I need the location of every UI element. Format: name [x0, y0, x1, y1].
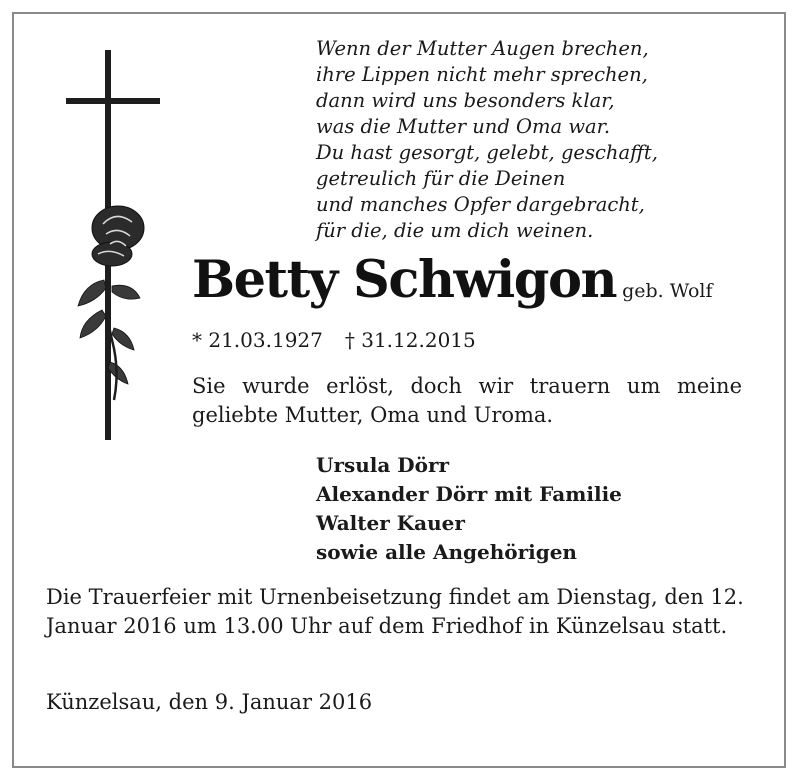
poem-line: dann wird uns besonders klar, — [316, 89, 615, 112]
deceased-name: Betty Schwigon — [192, 250, 617, 310]
mourner: sowie alle Angehörigen — [316, 540, 577, 564]
birth-date: * 21.03.1927 — [192, 328, 323, 352]
poem-line: und manches Opfer dargebracht, — [316, 193, 645, 216]
death-date: † 31.12.2015 — [344, 328, 476, 352]
mourner: Ursula Dörr — [316, 453, 450, 477]
poem — [316, 36, 756, 244]
maiden-name: geb. Wolf — [622, 280, 713, 302]
poem-line: was die Mutter und Oma war. — [316, 115, 611, 138]
poem-line: Du hast gesorgt, gelebt, geschafft, — [316, 141, 658, 164]
life-dates — [192, 328, 476, 352]
mourning-message: Sie wurde erlöst, doch wir trauern um meine geliebte Mutter, Oma und Uroma. — [192, 374, 742, 427]
cross-with-rose-icon — [48, 40, 188, 450]
poem-line: ihre Lippen nicht mehr sprechen, — [316, 63, 648, 86]
mourner: Alexander Dörr mit Familie — [316, 482, 622, 506]
poem-line: für die, die um dich weinen. — [316, 219, 594, 242]
poem-line: Wenn der Mutter Augen brechen, — [316, 37, 649, 60]
funeral-notice: Die Trauerfeier mit Urnenbeisetzung findet am Dienstag, den 12. Januar 2016 um 13.00 Uhr auf dem Friedhof in Künzelsau statt. — [46, 585, 744, 638]
poem-line: getreulich für die Deinen — [316, 167, 566, 190]
place-date: Künzelsau, den 9. Januar 2016 — [46, 690, 373, 714]
mourner: Walter Kauer — [316, 511, 465, 535]
deceased-name-line — [192, 250, 772, 310]
mourners-list — [316, 451, 622, 567]
